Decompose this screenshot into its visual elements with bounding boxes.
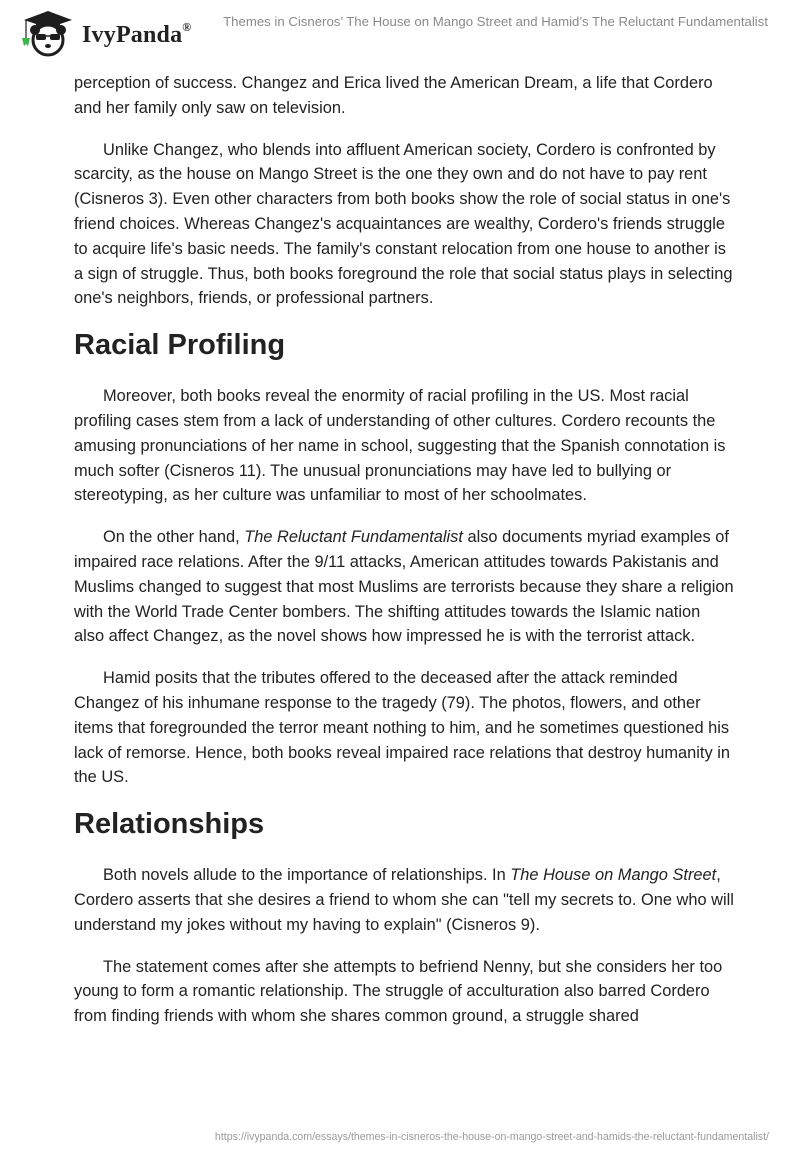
paragraph-social-status: Unlike Changez, who blends into affluent American society, Cordero is confronted by scarcity, as the house on Mango Street is the one they own and do not have to pay rent (Cisneros 3). Even other characters from both books show the role of social status in one's friend choices. Whereas Changez's acquaintances are wealthy, Cordero's friends struggle to acquire life's basic needs. The family's constant relocation from one house to another is a sign of struggle. Thus, both books foreground the role that social status plays in selecting one's neighbors, friends, or professional partners. bbox=[74, 140, 733, 308]
paragraph-racial-1: Moreover, both books reveal the enormity of racial profiling in the US. Most racial profiling cases stem from a lack of understanding of other cultures. Cordero recounts the amusing pronunciations of her name in school, suggesting that the Spanish connotation is much softer (Cisneros 11). The unusual pronunciations may have led to bullying or stereotyping, as her culture was unfamiliar to most of her schoolmates. bbox=[74, 387, 726, 505]
source-url[interactable]: https://ivypanda.com/essays/themes-in-cisneros-the-house-on-mango-street-and-hamids-the-reluctant-fundamentalist/ bbox=[214, 1131, 769, 1143]
paragraph-racial-2: On the other hand, The Reluctant Fundamentalist also documents myriad examples of impaired race relations. After the 9/11 attacks, American attitudes towards Pakistanis and Muslims changed to suggest that most Muslims are terrorists because they share a religion with the World Trade Center bombers. The shifting attitudes towards the Islamic nation also affect Changez, as the novel shows how impressed he is with the terrorist attack. bbox=[74, 528, 734, 646]
essay-content bbox=[74, 71, 734, 1046]
paragraph-relationships-1: Both novels allude to the importance of relationships. In The House on Mango Street, Cordero asserts that she desires a friend to whom she can "tell my secrets to. One who will understand my jokes without my having to explain" (Cisneros 9). bbox=[74, 866, 734, 934]
ivypanda-logo[interactable] bbox=[18, 8, 191, 58]
page-header bbox=[0, 0, 800, 60]
logo-text: IvyPanda® bbox=[82, 19, 192, 48]
heading-racial-profiling: Racial Profiling bbox=[74, 329, 286, 362]
heading-relationships: Relationships bbox=[74, 808, 265, 841]
panda-graduation-cap-icon bbox=[18, 8, 76, 58]
book-title-reluctant-fundamentalist: The Reluctant Fundamentalist bbox=[244, 528, 463, 547]
intro-paragraph: perception of success. Changez and Erica lived the American Dream, a life that Cordero and her family only saw on television. bbox=[74, 74, 713, 117]
paragraph-racial-3: Hamid posits that the tributes offered to the deceased after the attack reminded Changez of his inhumane response to the tragedy (79). The photos, flowers, and other items that foregrounded the terror meant nothing to him, and he sometimes questioned his lack of remorse. Hence, both books reveal impaired race relations that destroy humanity in the US. bbox=[74, 669, 730, 787]
document-title: Themes in Cisneros’ The House on Mango Street and Hamid’s The Reluctant Fundamentalist bbox=[223, 14, 768, 29]
book-title-house-on-mango-street: The House on Mango Street bbox=[510, 866, 717, 885]
paragraph-relationships-2: The statement comes after she attempts to befriend Nenny, but she considers her too young to form a romantic relationship. The struggle of acculturation also barred Cordero from finding friends with whom she shares common ground, a struggle shared bbox=[74, 957, 723, 1026]
